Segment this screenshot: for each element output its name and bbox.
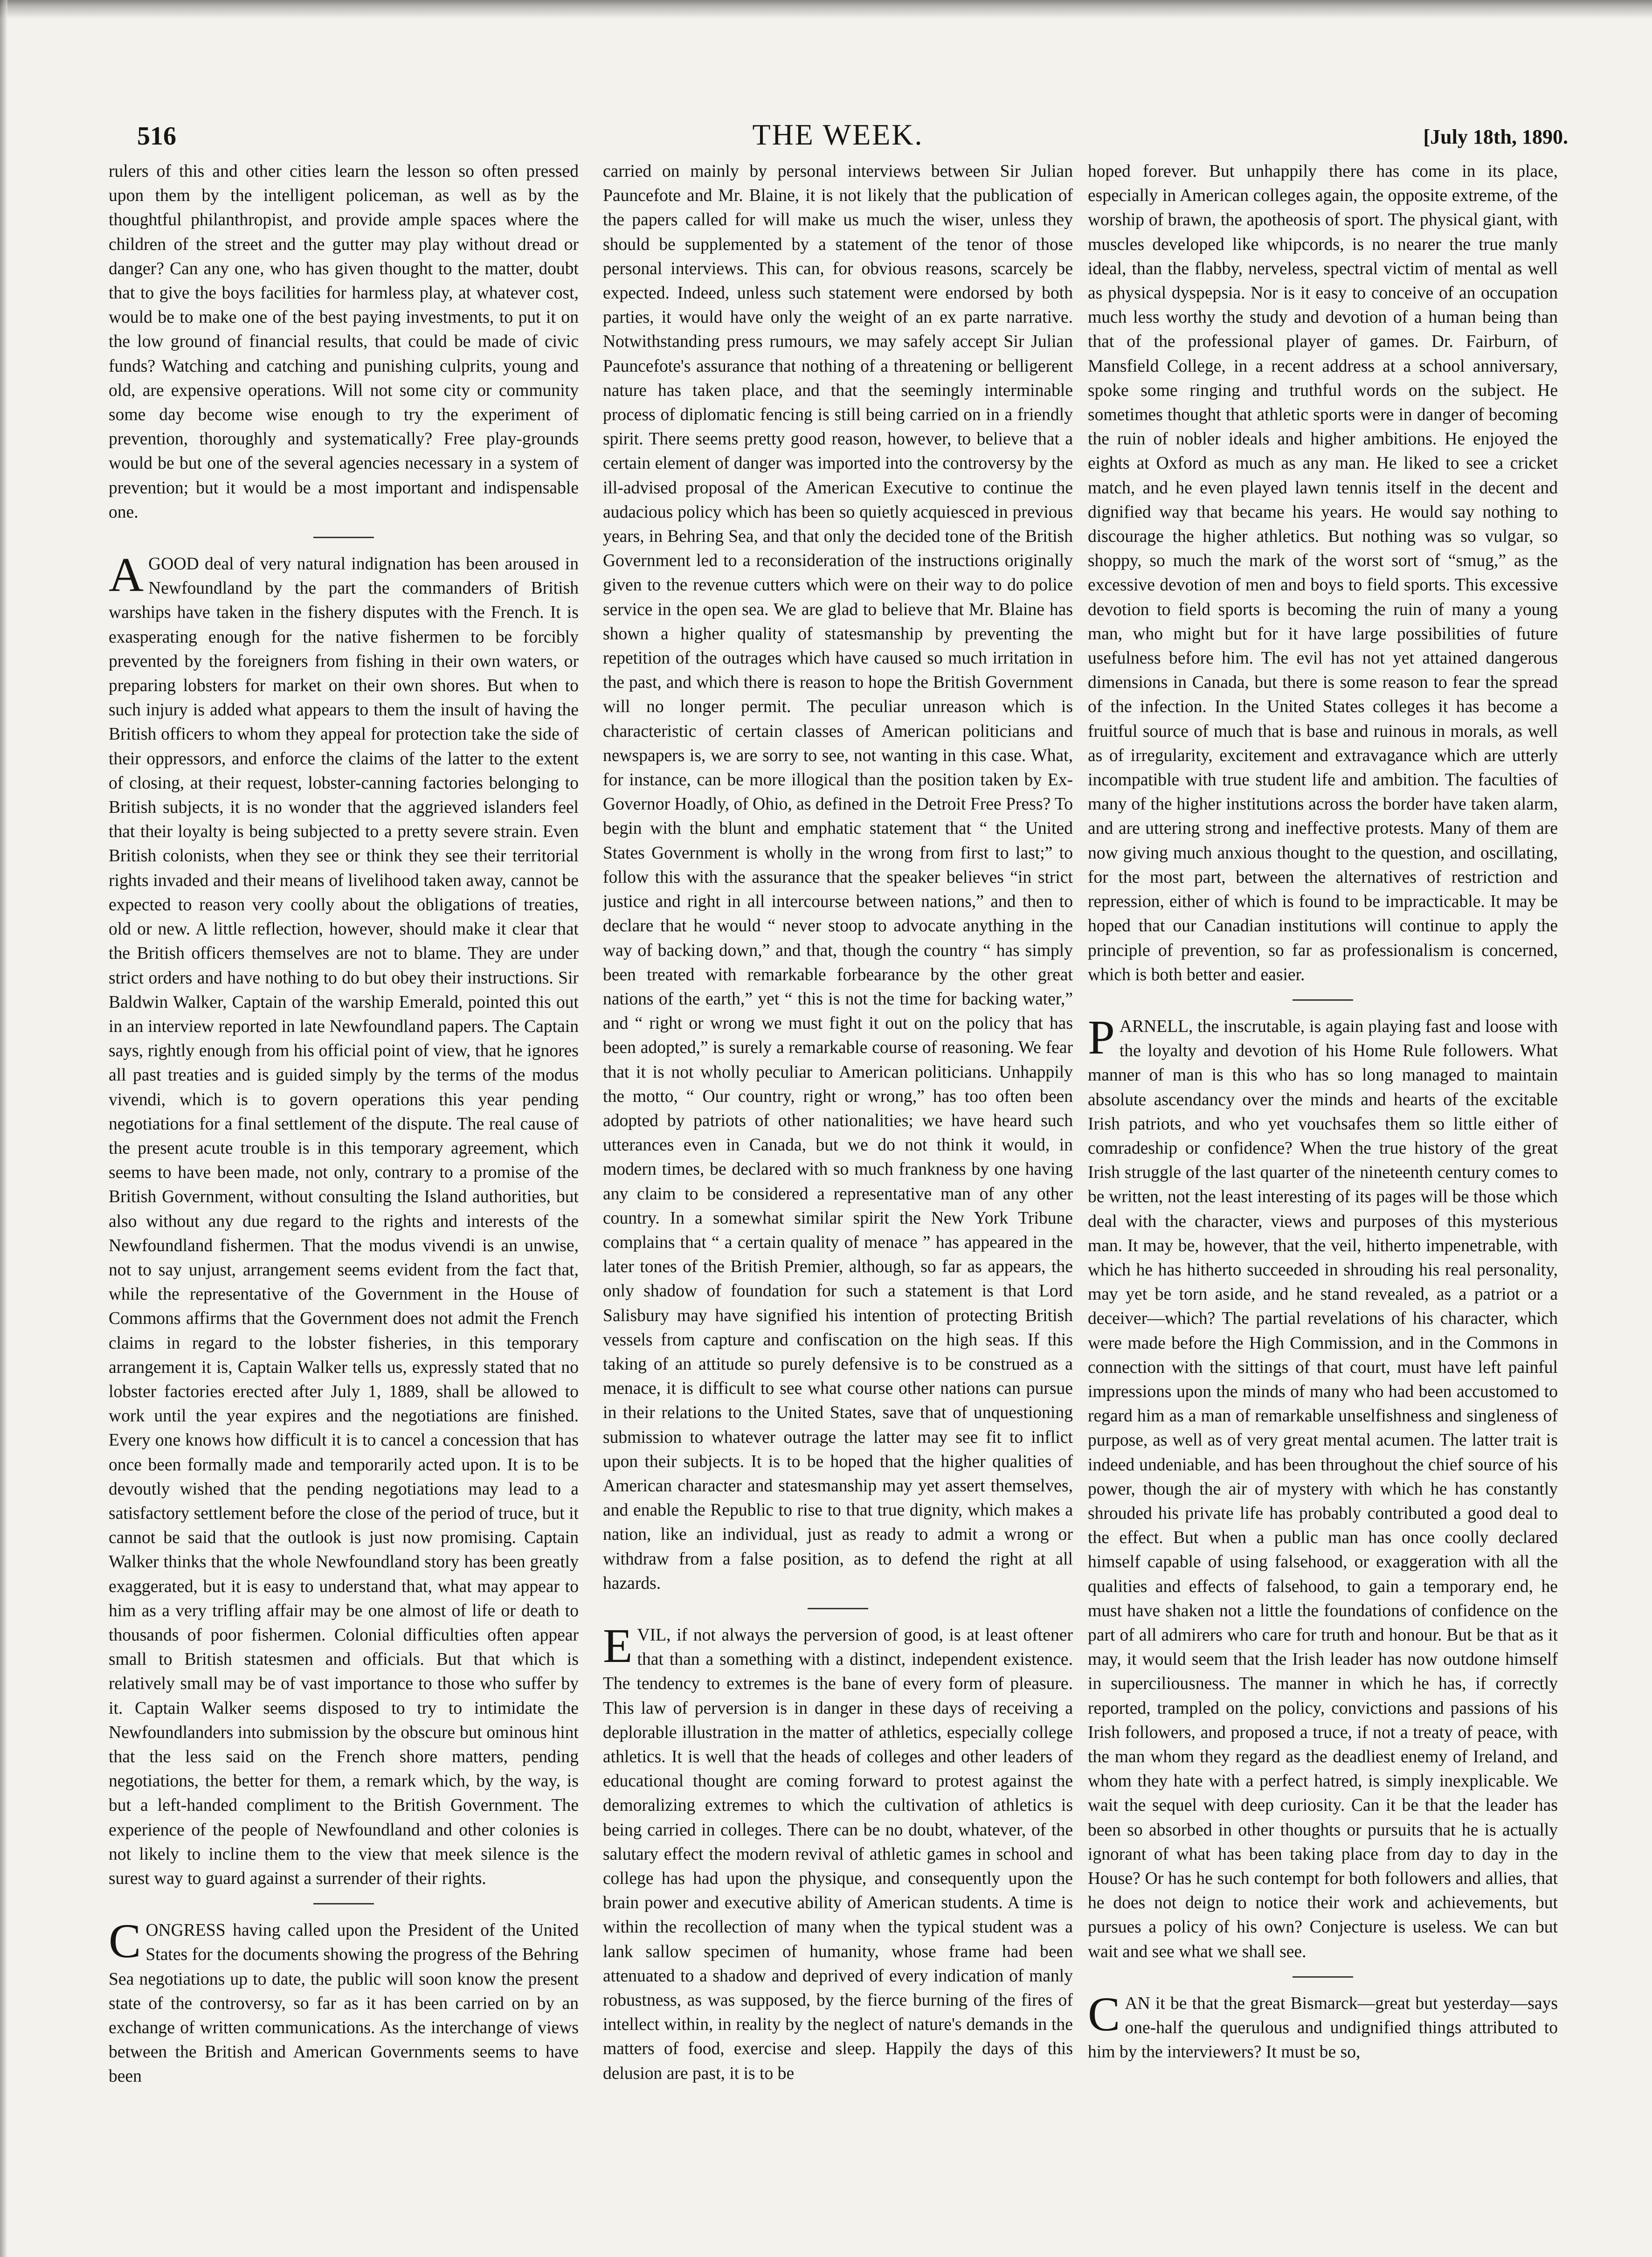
lead-word: AN — [1125, 1994, 1150, 2013]
section-divider — [313, 1903, 374, 1904]
page-header — [108, 112, 1568, 154]
drop-cap: A — [109, 548, 144, 602]
issue-date: [July 18th, 1890. — [1423, 125, 1568, 148]
lead-word: ONGRESS — [145, 1921, 226, 1940]
drop-cap: E — [603, 1619, 633, 1673]
paragraph — [1088, 1010, 1558, 1964]
paragraph — [603, 1619, 1073, 2086]
drop-cap: C — [109, 1914, 141, 1968]
drop-cap: C — [1088, 1987, 1120, 2041]
section-divider — [1293, 999, 1353, 1001]
page-number: 516 — [137, 122, 176, 151]
journal-title: THE WEEK. — [752, 118, 924, 151]
paragraph-body: having called upon the President of the United States for the documents showing the progress of the Behring Sea negotiations up to date, the public will soon know the present state of the controversy, so far as it has been carried on by an exchange of written communications. As the interchange of views between the British and American Governments seems to have been — [109, 1921, 579, 2086]
text-column-3 — [1088, 159, 1558, 2221]
paragraph-body: deal of very natural indignation has been aroused in Newfoundland by the part the commanders of British warships have taken in the fishery disputes with the French. It is exasperating enough for the native fishermen to be forcibly prevented by the foreigners from fishing in their own waters, or preparing lobsters for market on their own shores. But when to such injury is added what appears to them the insult of having the British officers to whom they appeal for protection take the side of their oppressors, and enforce the claims of the latter to the extent of closing, at their request, lobster-canning factories belonging to British subjects, it is no wonder that the aggrieved islanders feel that their loyalty is being subjected to a pretty severe strain. Even British colonists, when they see or think they see their territorial rights invaded and their means of livelihood taken away, cannot be expected to reason very coolly about the obligations of treaties, old or new. A little reflection, however, should make it clear that the British officers themselves are not to blame. They are under strict orders and have nothing to do but obey their instructions. Sir Baldwin Walker, Captain of the warship Emerald, pointed this out in an interview reported in late Newfoundland papers. The Captain says, rightly enough from his official point of view, that he ignores all past treaties and is guided simply by the terms of the modus vivendi, which is to govern operations this year pending negotiations for a final settlement of the dispute. The real cause of the present acute trouble is in this temporary agreement, which seems to have been made, not only, contrary to a promise of the British Government, without consulting the Island authorities, but also without any due regard to the rights and interests of the Newfoundland fishermen. That the modus vivendi is an unwise, not to say unjust, arrangement seems evident from the fact that, while the representative of the Government in the House of Commons affirms that the Government does not admit the French claims in regard to the lobster fisheries, in this temporary arrangement it is, Captain Walker tells us, expressly stated that no lobster factories erected after July 1, 1889, shall be allowed to work until the year expires and the negotiations are finished. Every one knows how difficult it is to cancel a concession that has once been formally made and temporarily acted upon. It is to be devoutly wished that the pending negotiations may lead to a satisfactory settlement before the close of the period of truce, but it cannot be said that the outlook is just now promising. Captain Walker thinks that the whole Newfoundland story has been greatly exaggerated, but it is easy to understand that, what may appear to him as a very trifling affair may be one almost of life or death to thousands of poor fishermen. Colonial difficulties often appear small to British statesmen and officials. But that which is relatively small may be of vast importance to those who suffer by it. Captain Walker seems disposed to try to intimidate the Newfoundlanders into submission by the obscure but ominous hint that the less said on the French shore matters, pending negotiations, the better for them, a remark which, by the way, is but a left-handed compliment to the British Government. The experience of the people of Newfoundland and other colonies is not likely to incline them to the view that meek silence is the surest way to guard against a surrender of their rights. — [109, 554, 579, 1889]
section-divider — [313, 537, 374, 538]
paragraph — [109, 548, 579, 1891]
section-divider — [808, 1608, 868, 1609]
paragraph — [109, 1914, 579, 2089]
drop-cap: P — [1088, 1010, 1115, 1064]
paragraph-body: it be that the great Bismarck—great but yesterday—says one-half the querulous and undignified things attributed to him by the interviewers? It must be so, — [1088, 1994, 1558, 2062]
text-column-2 — [603, 159, 1073, 2221]
paragraph: hoped forever. But unhappily there has come in its place, especially in American colleges again, the opposite extreme, of the worship of brawn, the apotheosis of sport. The physical giant, with muscles developed like whipcords, is no nearer the true manly ideal, than the flabby, nerveless, spectral victim of mental as well as physical dyspepsia. Nor is it easy to conceive of an occupation much less worthy the study and devotion of a human being than that of the professional player of games. Dr. Fairburn, of Mansfield College, in a recent address at a school anniversary, spoke some ringing and truthful words on the subject. He sometimes thought that athletic sports were in danger of becoming the ruin of nobler ideals and higher ambitions. He enjoyed the eights at Oxford as much as any man. He liked to see a cricket match, and he even played lawn tennis itself in the decent and dignified way that became his years. He would say nothing to discourage the higher athletics. But nothing was so vulgar, so shoppy, so much the mark of the worst sort of “smug,” as the excessive devotion of men and boys to field sports. This excessive devotion to field sports is becoming the ruin of many a young man, who might but for it have large possibilities of future usefulness before him. The evil has not yet attained dangerous dimensions in Canada, but there is some reason to fear the spread of the infection. In the United States colleges it has become a fruitful source of much that is base and ruinous in morals, as well as of irregularity, excitement and extravagance which are utterly incompatible with true student life and ambition. The faculties of many of the higher institutions across the border have taken alarm, and are uttering strong and ineffective protests. Many of them are now giving much anxious thought to the question, and oscillating, for the most part, between the alternatives of restriction and repression, either of which is found to be impracticable. It may be hoped that our Canadian institutions will continue to apply the principle of prevention, so far as professionalism is concerned, which is both better and easier. — [1088, 162, 1558, 984]
text-column-1 — [109, 159, 579, 2221]
paragraph: carried on mainly by personal interviews between Sir Julian Pauncefote and Mr. Blaine, it is not likely that the publication of the papers called for will make us much the wiser, unless they should be supplemented by a statement of the tenor of those personal interviews. This can, for obvious reasons, scarcely be expected. Indeed, unless such statement were endorsed by both parties, it would have only the weight of an ex parte narrative. Notwithstanding press rumours, we may safely accept Sir Julian Pauncefote's assurance that nothing of a threatening or belligerent nature has taken place, and that the seemingly interminable process of diplomatic fencing is still being carried on in a friendly spirit. There seems pretty good reason, however, to believe that a certain element of danger was imported into the controversy by the ill-advised proposal of the American Executive to continue the audacious policy which has been so quietly acquiesced in previous years, in Behring Sea, and that only the decided tone of the British Government led to a reconsideration of the instructions originally given to the revenue cutters which were on their way to do police service in the open sea. We are glad to believe that Mr. Blaine has shown a higher quality of statesmanship by preventing the repetition of the outrages which have caused so much irritation in the past, and which there is reason to hope the British Government will no longer permit. The peculiar unreason which is characteristic of certain classes of American politicians and newspapers is, we are sorry to see, not wanting in this case. What, for instance, can be more illogical than the position taken by Ex-Governor Hoadly, of Ohio, as defined in the Detroit Free Press? To begin with the blunt and emphatic statement that “ the United States Government is wholly in the wrong from first to last;” to follow this with the assurance that the speaker believes “in strict justice and right in all intercourse between nations,” and then to declare that he would “ never stoop to advocate anything in the way of backing down,” and that, though the country “ has simply been treated with remarkable forbearance by the other great nations of the earth,” yet “ this is not the time for backing water,” and “ right or wrong we must fight it out on the policy that has been adopted,” is surely a remarkable course of reasoning. We fear that it is not wholly peculiar to American politicians. Unhappily the motto, “ Our country, right or wrong,” has too often been adopted by patriots of other nationalities; we have heard such utterances even in Canada, but we do not think it would, in modern times, be declared with so much frankness by one having any claim to be considered a representative man of any other country. In a somewhat similar spirit the New York Tribune complains that “ a certain quality of menace ” has appeared in the later tones of the British Premier, although, so far as appears, the only shadow of foundation for such a statement is that Lord Salisbury may have signified his intention of protecting British vessels from capture and confiscation on the high seas. If this taking of an attitude so purely defensive is to be construed as a menace, it is difficult to see what course other nations can pursue in their relations to the United States, save that of unquestioning submission to whatever outrage the latter may see fit to inflict upon their subjects. It is to be hoped that the higher qualities of American character and statesmanship may yet assert themselves, and enable the Republic to rise to that true dignity, which makes a nation, like an individual, just as ready to admit a wrong or withdraw from a false position, as to defend the right at all hazards. — [603, 162, 1073, 1593]
lead-word: GOOD — [148, 554, 199, 574]
lead-word: ARNELL, — [1119, 1017, 1193, 1036]
paragraph: rulers of this and other cities learn the lesson so often pressed upon them by the intelligent policeman, as well as by the thoughtful philanthropist, and provide ample spaces where the children of the street and the gutter may play without dread or danger? Can any one, who has given thought to the matter, doubt that to give the boys facilities for harmless play, at whatever cost, would be to make one of the best paying investments, to put it on the low ground of financial results, that could be made of civic funds? Watching and catching and punishing culprits, young and old, are expensive operations. Will not some city or community some day become wise enough to try the experiment of prevention, thoroughly and systematically? Free play-grounds would be but one of the several agencies necessary in a system of prevention; but it would be a most important and indispensable one. — [109, 162, 579, 522]
page-left-edge — [0, 0, 7, 2257]
paragraph — [1088, 1987, 1558, 2065]
page-top-edge — [0, 0, 1652, 19]
paragraph-body: if not always the perversion of good, is at least oftener that than a something with a distinct, independent existence. The tendency to extremes is the bane of every form of pleasure. This law of perversion is in danger in these days of receiving a deplorable illustration in the matter of athletics, especially college athletics. It is well that the heads of colleges and other leaders of educational thought are coming forward to protest against the demoralizing extremes to which the cultivation of athletics is being carried in colleges. There can be no doubt, whatever, of the salutary effect the modern revival of athletic games in school and college has had upon the physique, and consequently upon the brain power and executive ability of American students. A time is within the recollection of many when the typical student was a lank sallow specimen of humanity, whose frame had been attenuated to a shadow and deprived of every indication of manly robustness, as was supposed, by the fierce burning of the fires of intellect within, in reality by the neglect of nature's demands in the matters of food, exercise and sleep. Happily the days of this delusion are past, it is to be — [603, 1625, 1073, 2083]
section-divider — [1293, 1976, 1353, 1978]
lead-word: VIL, — [637, 1625, 671, 1645]
paragraph-body: the inscrutable, is again playing fast and loose with the loyalty and devotion of his Home Rule followers. What manner of man is this who has so long managed to maintain absolute ascendancy over the minds and hearts of the excitable Irish patriots, and who yet vouchsafes them so little either of comradeship or confidence? When the true history of the great Irish struggle of the last quarter of the nineteenth century comes to be written, not the least interesting of its pages will be those which deal with the character, views and purposes of this mysterious man. It may be, however, that the veil, hitherto impenetrable, with which he has hitherto succeeded in shrouding his real personality, may yet be torn aside, and he stand revealed, as a patriot or a deceiver—which? The partial revelations of his character, which were made before the High Commission, and in the Commons in connection with the sittings of that court, must have left painful impressions upon the minds of many who had been accustomed to regard him as a man of remarkable unselfishness and singleness of purpose, as well as of very great mental acumen. The latter trait is indeed undeniable, and has been throughout the chief source of his power, though the air of mystery with which he has constantly shrouded his private life has probably contributed a good deal to the effect. But when a public man has once coolly declared himself capable of using falsehood, or exaggeration with all the qualities and effects of falsehood, to gain a temporary end, he must have shaken not a little the foundations of confidence on the part of all admirers who care for truth and honour. But be that as it may, it would seem that the Irish leader has now outdone himself in superciliousness. The manner in which he has, if correctly reported, trampled on the policy, convictions and passions of his Irish followers, and proposed a truce, if not a treaty of peace, with the man whom they regard as the deadliest enemy of Ireland, and whom they hate with a perfect hatred, is simply inexplicable. We wait the sequel with deep curiosity. Can it be that the leader has been so absorbed in other thoughts or pursuits that he is actually ignorant of what has been taking place from day to day in the House? Or has he such contempt for both followers and allies, that he does not deign to notice their work and achievements, but pursues a policy of his own? Conjecture is useless. We can but wait and see what we shall see. — [1088, 1017, 1558, 1961]
